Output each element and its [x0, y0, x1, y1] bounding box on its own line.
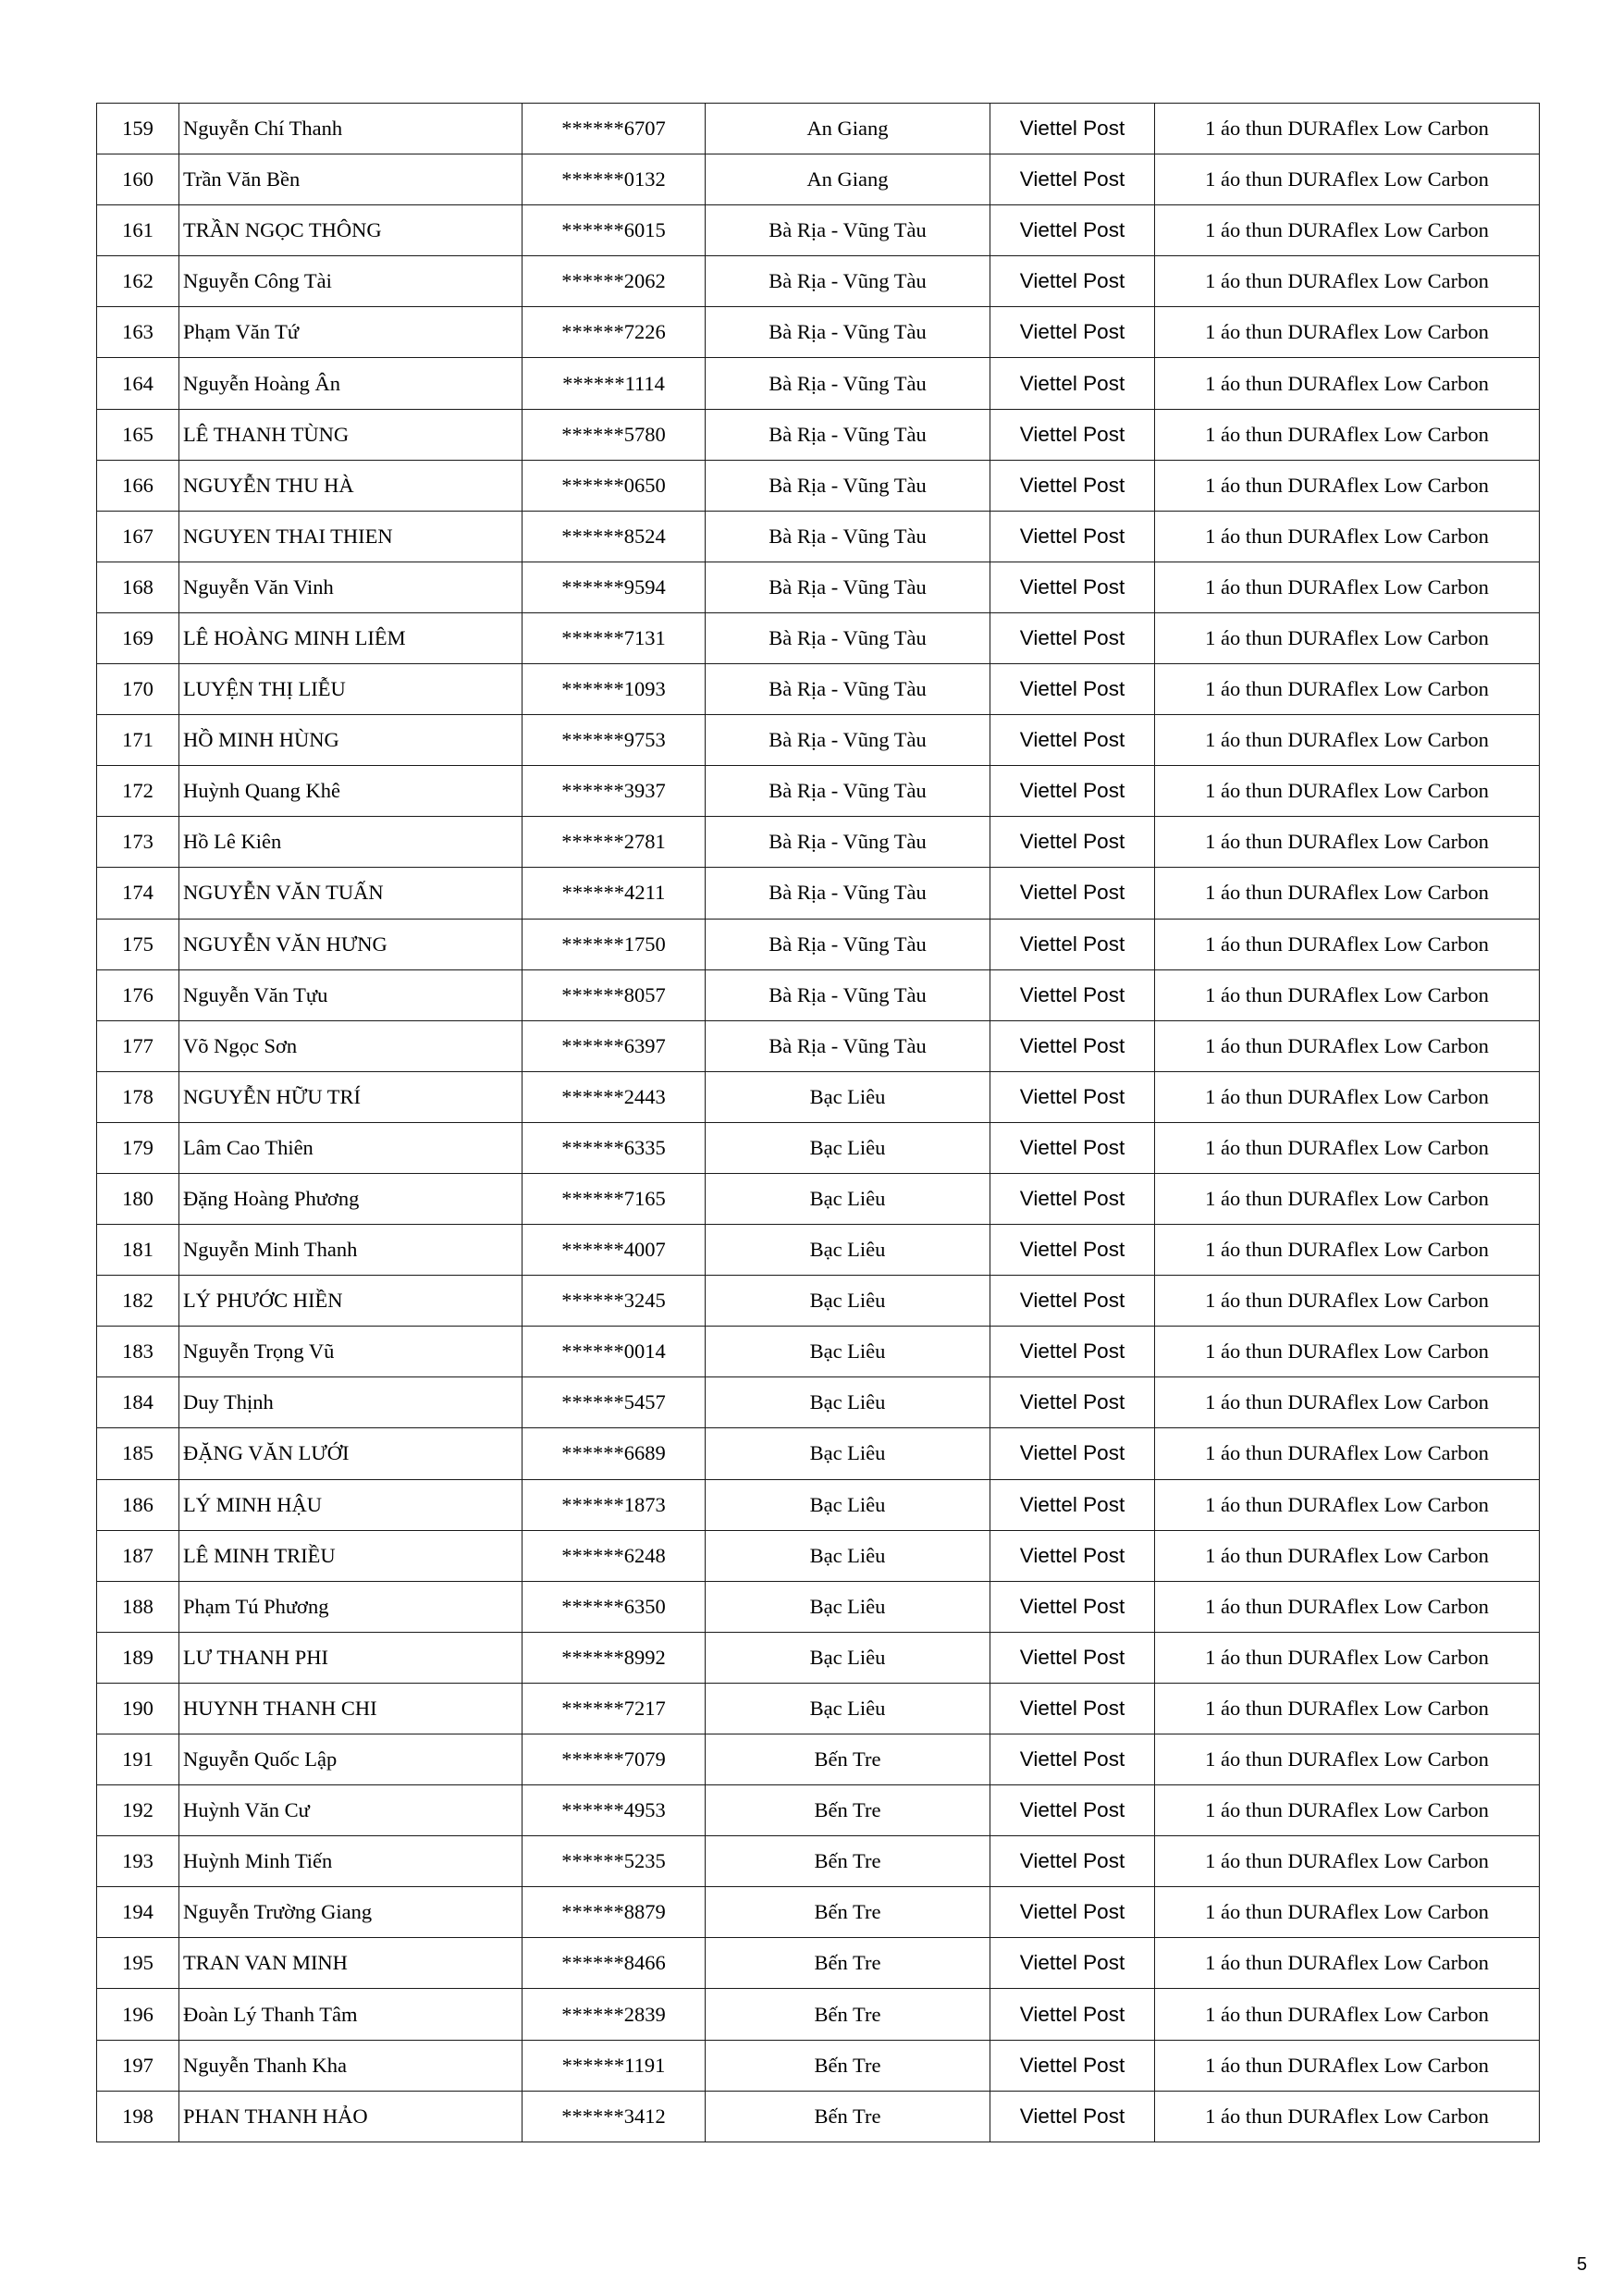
table-row — [97, 1225, 1540, 1276]
row-number-cell: 182 — [97, 1276, 179, 1327]
province-cell: An Giang — [706, 104, 990, 154]
province-cell: Bà Rịa - Vũng Tàu — [706, 562, 990, 612]
row-number-cell: 184 — [97, 1377, 179, 1428]
table-row — [97, 1377, 1540, 1428]
shipping-carrier-cell: Viettel Post — [990, 1785, 1155, 1836]
table-row — [97, 612, 1540, 663]
shipping-carrier-cell: Viettel Post — [990, 1989, 1155, 2040]
phone-number-cell: ******6689 — [523, 1428, 706, 1479]
prize-cell: 1 áo thun DURAflex Low Carbon — [1155, 1683, 1540, 1734]
customer-name-cell: Trần Văn Bền — [179, 154, 523, 205]
prize-cell: 1 áo thun DURAflex Low Carbon — [1155, 1887, 1540, 1938]
shipping-carrier-cell: Viettel Post — [990, 154, 1155, 205]
shipping-carrier-cell: Viettel Post — [990, 1071, 1155, 1122]
row-number-cell: 192 — [97, 1785, 179, 1836]
phone-number-cell: ******9594 — [523, 562, 706, 612]
prize-cell: 1 áo thun DURAflex Low Carbon — [1155, 919, 1540, 969]
phone-number-cell: ******3245 — [523, 1276, 706, 1327]
table-row — [97, 919, 1540, 969]
prize-cell: 1 áo thun DURAflex Low Carbon — [1155, 104, 1540, 154]
prize-cell: 1 áo thun DURAflex Low Carbon — [1155, 664, 1540, 715]
prize-cell: 1 áo thun DURAflex Low Carbon — [1155, 307, 1540, 358]
prize-cell: 1 áo thun DURAflex Low Carbon — [1155, 1530, 1540, 1581]
province-cell: Bà Rịa - Vũng Tàu — [706, 766, 990, 817]
table-row — [97, 307, 1540, 358]
table-row — [97, 1479, 1540, 1530]
row-number-cell: 174 — [97, 868, 179, 919]
table-row — [97, 1173, 1540, 1224]
customer-name-cell: LÊ MINH TRIỀU — [179, 1530, 523, 1581]
row-number-cell: 159 — [97, 104, 179, 154]
province-cell: Bạc Liêu — [706, 1581, 990, 1632]
row-number-cell: 190 — [97, 1683, 179, 1734]
province-cell: Bà Rịa - Vũng Tàu — [706, 715, 990, 766]
prize-cell: 1 áo thun DURAflex Low Carbon — [1155, 562, 1540, 612]
province-cell: Bến Tre — [706, 1887, 990, 1938]
table-row — [97, 664, 1540, 715]
phone-number-cell: ******0650 — [523, 460, 706, 511]
phone-number-cell: ******6248 — [523, 1530, 706, 1581]
table-row — [97, 1683, 1540, 1734]
province-cell: Bến Tre — [706, 1785, 990, 1836]
province-cell: Bến Tre — [706, 2040, 990, 2091]
customer-name-cell: LÊ THANH TÙNG — [179, 409, 523, 460]
shipping-carrier-cell: Viettel Post — [990, 409, 1155, 460]
shipping-carrier-cell: Viettel Post — [990, 2091, 1155, 2142]
shipping-carrier-cell: Viettel Post — [990, 817, 1155, 868]
customer-name-cell: HỒ MINH HÙNG — [179, 715, 523, 766]
table-row — [97, 969, 1540, 1020]
shipping-carrier-cell: Viettel Post — [990, 612, 1155, 663]
province-cell: Bến Tre — [706, 1734, 990, 1785]
row-number-cell: 171 — [97, 715, 179, 766]
row-number-cell: 183 — [97, 1327, 179, 1377]
prize-cell: 1 áo thun DURAflex Low Carbon — [1155, 358, 1540, 409]
customer-name-cell: LUYỆN THỊ LIỄU — [179, 664, 523, 715]
customer-name-cell: Nguyễn Chí Thanh — [179, 104, 523, 154]
phone-number-cell: ******6015 — [523, 205, 706, 256]
province-cell: Bến Tre — [706, 1836, 990, 1887]
shipping-carrier-cell: Viettel Post — [990, 562, 1155, 612]
prize-cell: 1 áo thun DURAflex Low Carbon — [1155, 1938, 1540, 1989]
shipping-carrier-cell: Viettel Post — [990, 1530, 1155, 1581]
winners-table-body — [97, 104, 1540, 2142]
winners-table — [96, 103, 1540, 2142]
row-number-cell: 198 — [97, 2091, 179, 2142]
table-row — [97, 2040, 1540, 2091]
prize-cell: 1 áo thun DURAflex Low Carbon — [1155, 511, 1540, 562]
customer-name-cell: NGUYEN THAI THIEN — [179, 511, 523, 562]
phone-number-cell: ******4953 — [523, 1785, 706, 1836]
prize-cell: 1 áo thun DURAflex Low Carbon — [1155, 766, 1540, 817]
province-cell: Bà Rịa - Vũng Tàu — [706, 409, 990, 460]
row-number-cell: 195 — [97, 1938, 179, 1989]
prize-cell: 1 áo thun DURAflex Low Carbon — [1155, 1377, 1540, 1428]
prize-cell: 1 áo thun DURAflex Low Carbon — [1155, 1836, 1540, 1887]
prize-cell: 1 áo thun DURAflex Low Carbon — [1155, 205, 1540, 256]
customer-name-cell: Nguyễn Trường Giang — [179, 1887, 523, 1938]
prize-cell: 1 áo thun DURAflex Low Carbon — [1155, 817, 1540, 868]
row-number-cell: 196 — [97, 1989, 179, 2040]
phone-number-cell: ******8992 — [523, 1632, 706, 1683]
row-number-cell: 188 — [97, 1581, 179, 1632]
province-cell: Bạc Liêu — [706, 1071, 990, 1122]
row-number-cell: 164 — [97, 358, 179, 409]
shipping-carrier-cell: Viettel Post — [990, 1632, 1155, 1683]
customer-name-cell: NGUYỄN VĂN TUẤN — [179, 868, 523, 919]
customer-name-cell: Duy Thịnh — [179, 1377, 523, 1428]
phone-number-cell: ******1750 — [523, 919, 706, 969]
prize-cell: 1 áo thun DURAflex Low Carbon — [1155, 868, 1540, 919]
prize-cell: 1 áo thun DURAflex Low Carbon — [1155, 1327, 1540, 1377]
phone-number-cell: ******7165 — [523, 1173, 706, 1224]
customer-name-cell: Đặng Hoàng Phương — [179, 1173, 523, 1224]
table-row — [97, 1122, 1540, 1173]
phone-number-cell: ******1093 — [523, 664, 706, 715]
province-cell: Bà Rịa - Vũng Tàu — [706, 1020, 990, 1071]
shipping-carrier-cell: Viettel Post — [990, 715, 1155, 766]
shipping-carrier-cell: Viettel Post — [990, 307, 1155, 358]
row-number-cell: 186 — [97, 1479, 179, 1530]
shipping-carrier-cell: Viettel Post — [990, 868, 1155, 919]
table-row — [97, 1071, 1540, 1122]
table-row — [97, 562, 1540, 612]
phone-number-cell: ******8524 — [523, 511, 706, 562]
shipping-carrier-cell: Viettel Post — [990, 664, 1155, 715]
customer-name-cell: Đoàn Lý Thanh Tâm — [179, 1989, 523, 2040]
customer-name-cell: LƯ THANH PHI — [179, 1632, 523, 1683]
prize-cell: 1 áo thun DURAflex Low Carbon — [1155, 1122, 1540, 1173]
province-cell: Bạc Liêu — [706, 1479, 990, 1530]
province-cell: Bà Rịa - Vũng Tàu — [706, 511, 990, 562]
prize-cell: 1 áo thun DURAflex Low Carbon — [1155, 460, 1540, 511]
table-row — [97, 511, 1540, 562]
phone-number-cell: ******3412 — [523, 2091, 706, 2142]
phone-number-cell: ******7079 — [523, 1734, 706, 1785]
shipping-carrier-cell: Viettel Post — [990, 919, 1155, 969]
table-row — [97, 1734, 1540, 1785]
prize-cell: 1 áo thun DURAflex Low Carbon — [1155, 1734, 1540, 1785]
row-number-cell: 180 — [97, 1173, 179, 1224]
phone-number-cell: ******6350 — [523, 1581, 706, 1632]
prize-cell: 1 áo thun DURAflex Low Carbon — [1155, 612, 1540, 663]
customer-name-cell: Nguyễn Hoàng Ân — [179, 358, 523, 409]
table-row — [97, 1785, 1540, 1836]
province-cell: Bà Rịa - Vũng Tàu — [706, 256, 990, 307]
phone-number-cell: ******6707 — [523, 104, 706, 154]
phone-number-cell: ******2839 — [523, 1989, 706, 2040]
province-cell: Bà Rịa - Vũng Tàu — [706, 664, 990, 715]
row-number-cell: 163 — [97, 307, 179, 358]
phone-number-cell: ******1873 — [523, 1479, 706, 1530]
province-cell: Bạc Liêu — [706, 1428, 990, 1479]
customer-name-cell: Phạm Tú Phương — [179, 1581, 523, 1632]
phone-number-cell: ******6397 — [523, 1020, 706, 1071]
table-row — [97, 1327, 1540, 1377]
customer-name-cell: PHAN THANH HẢO — [179, 2091, 523, 2142]
shipping-carrier-cell: Viettel Post — [990, 1377, 1155, 1428]
row-number-cell: 177 — [97, 1020, 179, 1071]
phone-number-cell: ******9753 — [523, 715, 706, 766]
shipping-carrier-cell: Viettel Post — [990, 1276, 1155, 1327]
row-number-cell: 178 — [97, 1071, 179, 1122]
phone-number-cell: ******6335 — [523, 1122, 706, 1173]
row-number-cell: 175 — [97, 919, 179, 969]
phone-number-cell: ******1191 — [523, 2040, 706, 2091]
customer-name-cell: Huỳnh Minh Tiến — [179, 1836, 523, 1887]
customer-name-cell: LÝ MINH HẬU — [179, 1479, 523, 1530]
prize-cell: 1 áo thun DURAflex Low Carbon — [1155, 409, 1540, 460]
row-number-cell: 166 — [97, 460, 179, 511]
phone-number-cell: ******4211 — [523, 868, 706, 919]
page-number: 5 — [1577, 2254, 1588, 2275]
province-cell: Bạc Liêu — [706, 1632, 990, 1683]
prize-cell: 1 áo thun DURAflex Low Carbon — [1155, 1020, 1540, 1071]
phone-number-cell: ******2443 — [523, 1071, 706, 1122]
province-cell: Bến Tre — [706, 1989, 990, 2040]
phone-number-cell: ******7131 — [523, 612, 706, 663]
table-row — [97, 154, 1540, 205]
row-number-cell: 173 — [97, 817, 179, 868]
row-number-cell: 167 — [97, 511, 179, 562]
customer-name-cell: Nguyễn Thanh Kha — [179, 2040, 523, 2091]
customer-name-cell: Võ Ngọc Sơn — [179, 1020, 523, 1071]
customer-name-cell: TRAN VAN MINH — [179, 1938, 523, 1989]
row-number-cell: 179 — [97, 1122, 179, 1173]
table-row — [97, 1938, 1540, 1989]
shipping-carrier-cell: Viettel Post — [990, 1938, 1155, 1989]
table-row — [97, 1428, 1540, 1479]
province-cell: An Giang — [706, 154, 990, 205]
row-number-cell: 176 — [97, 969, 179, 1020]
shipping-carrier-cell: Viettel Post — [990, 1428, 1155, 1479]
customer-name-cell: Nguyễn Minh Thanh — [179, 1225, 523, 1276]
customer-name-cell: TRẦN NGỌC THÔNG — [179, 205, 523, 256]
province-cell: Bà Rịa - Vũng Tàu — [706, 358, 990, 409]
table-row — [97, 1581, 1540, 1632]
prize-cell: 1 áo thun DURAflex Low Carbon — [1155, 256, 1540, 307]
prize-cell: 1 áo thun DURAflex Low Carbon — [1155, 1989, 1540, 2040]
phone-number-cell: ******2781 — [523, 817, 706, 868]
row-number-cell: 189 — [97, 1632, 179, 1683]
table-row — [97, 460, 1540, 511]
table-row — [97, 358, 1540, 409]
phone-number-cell: ******5457 — [523, 1377, 706, 1428]
row-number-cell: 187 — [97, 1530, 179, 1581]
phone-number-cell: ******5780 — [523, 409, 706, 460]
customer-name-cell: Lâm Cao Thiên — [179, 1122, 523, 1173]
shipping-carrier-cell: Viettel Post — [990, 104, 1155, 154]
customer-name-cell: Nguyễn Công Tài — [179, 256, 523, 307]
table-row — [97, 409, 1540, 460]
province-cell: Bạc Liêu — [706, 1173, 990, 1224]
shipping-carrier-cell: Viettel Post — [990, 1225, 1155, 1276]
customer-name-cell: Huỳnh Quang Khê — [179, 766, 523, 817]
table-row — [97, 1020, 1540, 1071]
prize-cell: 1 áo thun DURAflex Low Carbon — [1155, 1428, 1540, 1479]
row-number-cell: 161 — [97, 205, 179, 256]
customer-name-cell: ĐẶNG VĂN LƯỚI — [179, 1428, 523, 1479]
customer-name-cell: Nguyễn Trọng Vũ — [179, 1327, 523, 1377]
prize-cell: 1 áo thun DURAflex Low Carbon — [1155, 1785, 1540, 1836]
phone-number-cell: ******7217 — [523, 1683, 706, 1734]
shipping-carrier-cell: Viettel Post — [990, 1122, 1155, 1173]
row-number-cell: 165 — [97, 409, 179, 460]
province-cell: Bà Rịa - Vũng Tàu — [706, 919, 990, 969]
shipping-carrier-cell: Viettel Post — [990, 1734, 1155, 1785]
table-row — [97, 2091, 1540, 2142]
row-number-cell: 169 — [97, 612, 179, 663]
table-row — [97, 1530, 1540, 1581]
phone-number-cell: ******0132 — [523, 154, 706, 205]
phone-number-cell: ******0014 — [523, 1327, 706, 1377]
table-row — [97, 1989, 1540, 2040]
shipping-carrier-cell: Viettel Post — [990, 511, 1155, 562]
customer-name-cell: Hồ Lê Kiên — [179, 817, 523, 868]
prize-cell: 1 áo thun DURAflex Low Carbon — [1155, 2040, 1540, 2091]
row-number-cell: 168 — [97, 562, 179, 612]
table-row — [97, 868, 1540, 919]
shipping-carrier-cell: Viettel Post — [990, 1020, 1155, 1071]
customer-name-cell: Nguyễn Văn Vinh — [179, 562, 523, 612]
phone-number-cell: ******5235 — [523, 1836, 706, 1887]
province-cell: Bạc Liêu — [706, 1327, 990, 1377]
shipping-carrier-cell: Viettel Post — [990, 1173, 1155, 1224]
row-number-cell: 197 — [97, 2040, 179, 2091]
prize-cell: 1 áo thun DURAflex Low Carbon — [1155, 1276, 1540, 1327]
prize-cell: 1 áo thun DURAflex Low Carbon — [1155, 1581, 1540, 1632]
phone-number-cell: ******1114 — [523, 358, 706, 409]
phone-number-cell: ******7226 — [523, 307, 706, 358]
province-cell: Bà Rịa - Vũng Tàu — [706, 868, 990, 919]
row-number-cell: 170 — [97, 664, 179, 715]
row-number-cell: 160 — [97, 154, 179, 205]
phone-number-cell: ******8466 — [523, 1938, 706, 1989]
table-row — [97, 1887, 1540, 1938]
customer-name-cell: HUYNH THANH CHI — [179, 1683, 523, 1734]
table-row — [97, 817, 1540, 868]
shipping-carrier-cell: Viettel Post — [990, 1327, 1155, 1377]
shipping-carrier-cell: Viettel Post — [990, 1836, 1155, 1887]
shipping-carrier-cell: Viettel Post — [990, 1683, 1155, 1734]
customer-name-cell: LÝ PHƯỚC HIỀN — [179, 1276, 523, 1327]
prize-cell: 1 áo thun DURAflex Low Carbon — [1155, 715, 1540, 766]
prize-cell: 1 áo thun DURAflex Low Carbon — [1155, 1173, 1540, 1224]
prize-cell: 1 áo thun DURAflex Low Carbon — [1155, 1632, 1540, 1683]
row-number-cell: 194 — [97, 1887, 179, 1938]
phone-number-cell: ******8057 — [523, 969, 706, 1020]
table-row — [97, 104, 1540, 154]
row-number-cell: 172 — [97, 766, 179, 817]
table-row — [97, 1632, 1540, 1683]
shipping-carrier-cell: Viettel Post — [990, 256, 1155, 307]
province-cell: Bạc Liêu — [706, 1276, 990, 1327]
phone-number-cell: ******3937 — [523, 766, 706, 817]
customer-name-cell: Huỳnh Văn Cư — [179, 1785, 523, 1836]
row-number-cell: 185 — [97, 1428, 179, 1479]
province-cell: Bà Rịa - Vũng Tàu — [706, 817, 990, 868]
customer-name-cell: NGUYỄN HỮU TRÍ — [179, 1071, 523, 1122]
prize-cell: 1 áo thun DURAflex Low Carbon — [1155, 154, 1540, 205]
customer-name-cell: NGUYỄN VĂN HƯNG — [179, 919, 523, 969]
province-cell: Bà Rịa - Vũng Tàu — [706, 612, 990, 663]
province-cell: Bến Tre — [706, 2091, 990, 2142]
phone-number-cell: ******4007 — [523, 1225, 706, 1276]
customer-name-cell: Phạm Văn Tứ — [179, 307, 523, 358]
province-cell: Bà Rịa - Vũng Tàu — [706, 969, 990, 1020]
prize-cell: 1 áo thun DURAflex Low Carbon — [1155, 2091, 1540, 2142]
province-cell: Bạc Liêu — [706, 1683, 990, 1734]
prize-cell: 1 áo thun DURAflex Low Carbon — [1155, 1071, 1540, 1122]
province-cell: Bến Tre — [706, 1938, 990, 1989]
province-cell: Bà Rịa - Vũng Tàu — [706, 460, 990, 511]
customer-name-cell: NGUYỄN THU HÀ — [179, 460, 523, 511]
row-number-cell: 162 — [97, 256, 179, 307]
shipping-carrier-cell: Viettel Post — [990, 460, 1155, 511]
shipping-carrier-cell: Viettel Post — [990, 1887, 1155, 1938]
customer-name-cell: LÊ HOÀNG MINH LIÊM — [179, 612, 523, 663]
shipping-carrier-cell: Viettel Post — [990, 1479, 1155, 1530]
province-cell: Bạc Liêu — [706, 1122, 990, 1173]
table-row — [97, 1836, 1540, 1887]
province-cell: Bạc Liêu — [706, 1225, 990, 1276]
customer-name-cell: Nguyễn Quốc Lập — [179, 1734, 523, 1785]
table-row — [97, 256, 1540, 307]
shipping-carrier-cell: Viettel Post — [990, 766, 1155, 817]
table-row — [97, 715, 1540, 766]
province-cell: Bạc Liêu — [706, 1530, 990, 1581]
table-row — [97, 1276, 1540, 1327]
prize-cell: 1 áo thun DURAflex Low Carbon — [1155, 1479, 1540, 1530]
customer-name-cell: Nguyễn Văn Tựu — [179, 969, 523, 1020]
phone-number-cell: ******2062 — [523, 256, 706, 307]
prize-cell: 1 áo thun DURAflex Low Carbon — [1155, 969, 1540, 1020]
phone-number-cell: ******8879 — [523, 1887, 706, 1938]
shipping-carrier-cell: Viettel Post — [990, 1581, 1155, 1632]
row-number-cell: 193 — [97, 1836, 179, 1887]
row-number-cell: 191 — [97, 1734, 179, 1785]
shipping-carrier-cell: Viettel Post — [990, 205, 1155, 256]
table-row — [97, 766, 1540, 817]
province-cell: Bà Rịa - Vũng Tàu — [706, 205, 990, 256]
province-cell: Bà Rịa - Vũng Tàu — [706, 307, 990, 358]
shipping-carrier-cell: Viettel Post — [990, 969, 1155, 1020]
shipping-carrier-cell: Viettel Post — [990, 2040, 1155, 2091]
row-number-cell: 181 — [97, 1225, 179, 1276]
table-row — [97, 205, 1540, 256]
province-cell: Bạc Liêu — [706, 1377, 990, 1428]
shipping-carrier-cell: Viettel Post — [990, 358, 1155, 409]
prize-cell: 1 áo thun DURAflex Low Carbon — [1155, 1225, 1540, 1276]
